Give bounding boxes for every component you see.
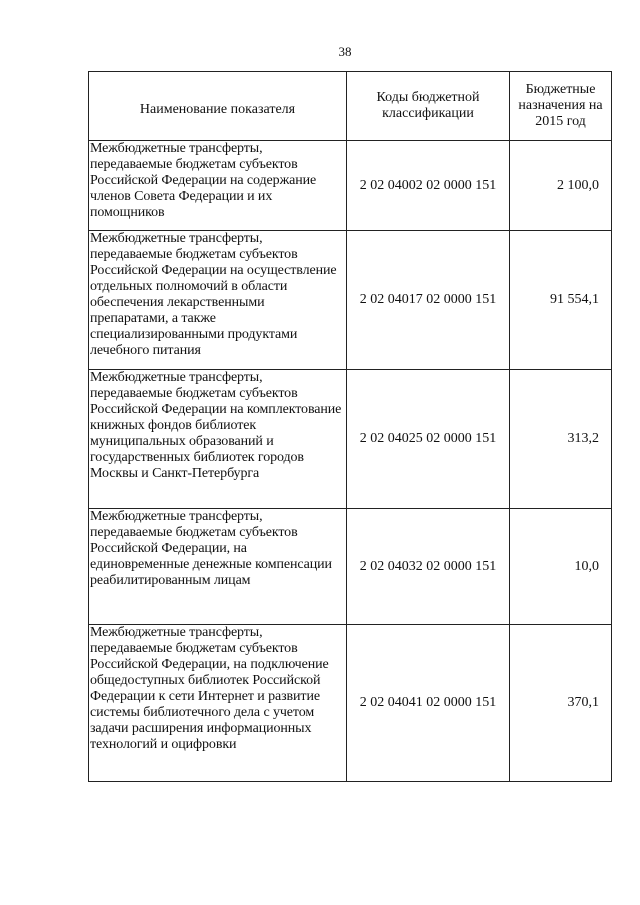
row-name: Межбюджетные трансферты, передаваемые бюджетам субъектов Российской Федерации, на подключение общедоступных библиотек Российской Федерации к сети Интернет и развитие системы библиотечного дела с учетом задачи расширения информационных технологий и оцифровки: [89, 625, 347, 782]
budget-table: [88, 71, 612, 782]
row-amount: 91 554,1: [510, 231, 612, 370]
table-header-row: [89, 72, 612, 141]
row-code: 2 02 04002 02 0000 151: [347, 141, 510, 231]
row-name: Межбюджетные трансферты, передаваемые бюджетам субъектов Российской Федерации на содержание членов Совета Федерации и их помощников: [89, 141, 347, 231]
row-amount: 10,0: [510, 509, 612, 625]
table-row: [89, 231, 612, 370]
row-amount: 2 100,0: [510, 141, 612, 231]
header-name: Наименование показателя: [89, 72, 347, 141]
row-name: Межбюджетные трансферты, передаваемые бюджетам субъектов Российской Федерации, на единовременные денежные компенсации реабилитированным лицам: [89, 509, 347, 625]
row-code: 2 02 04041 02 0000 151: [347, 625, 510, 782]
row-name: Межбюджетные трансферты, передаваемые бюджетам субъектов Российской Федерации на осуществление отдельных полномочий в области обеспечения лекарственными препаратами, а также специализированными продуктами лечебного питания: [89, 231, 347, 370]
row-name: Межбюджетные трансферты, передаваемые бюджетам субъектов Российской Федерации на комплектование книжных фондов библиотек муниципальных образований и государственных библиотек городов Москвы и Санкт-Петербурга: [89, 370, 347, 509]
header-amount: Бюджетные назначения на 2015 год: [510, 72, 612, 141]
row-code: 2 02 04032 02 0000 151: [347, 509, 510, 625]
table-row: [89, 509, 612, 625]
row-code: 2 02 04017 02 0000 151: [347, 231, 510, 370]
row-code: 2 02 04025 02 0000 151: [347, 370, 510, 509]
page-number: 38: [338, 44, 352, 59]
table-row: [89, 625, 612, 782]
row-amount: 370,1: [510, 625, 612, 782]
row-amount: 313,2: [510, 370, 612, 509]
header-code: Коды бюджетной классификации: [347, 72, 510, 141]
table-row: [89, 370, 612, 509]
table-row: [89, 141, 612, 231]
